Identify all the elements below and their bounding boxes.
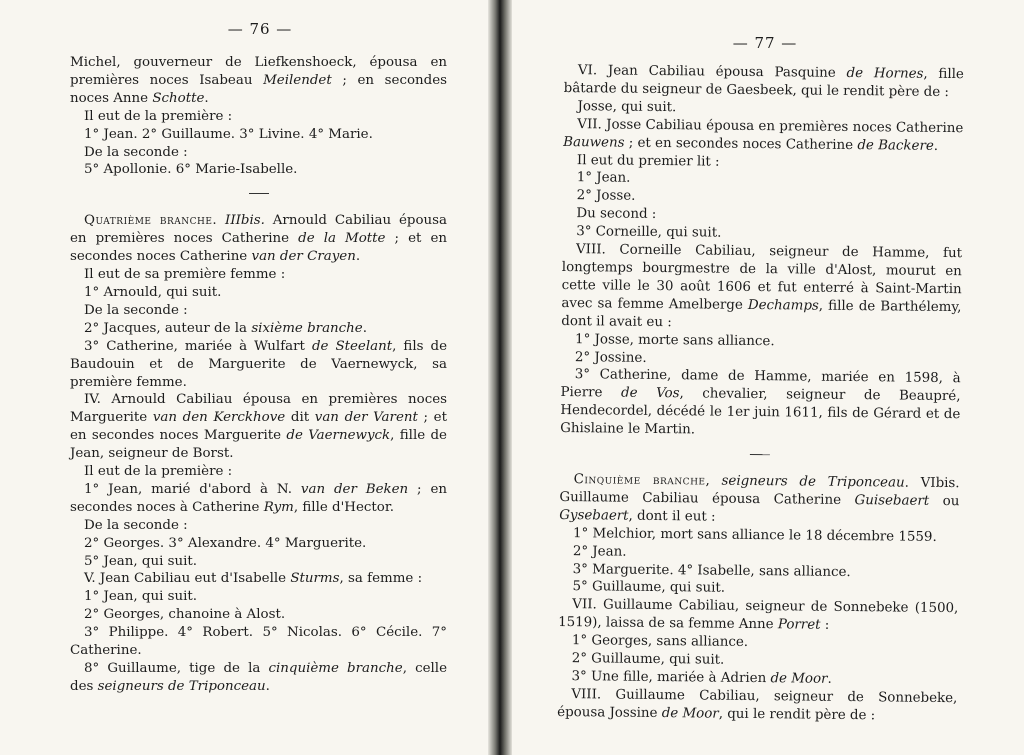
page-number-77: — 77 —	[732, 34, 798, 52]
paragraph: VI. Jean Cabiliau épousa Pasquine de Hornes, fille bâtarde du seigneur de Gaesbeek, qui le rendit père de :	[563, 63, 964, 100]
paragraph: De la seconde :	[84, 517, 188, 533]
paragraph: 2° Guillaume, qui suit.	[571, 651, 725, 668]
paragraph: 3° Une fille, mariée à Adrien de Moor.	[571, 669, 832, 687]
paragraph: Il eut de sa première femme :	[84, 267, 286, 283]
paragraph: VII. Guillaume Cabiliau, seigneur de Sonnebeke (1500, 1519), laissa de sa femme Anne Porret :	[558, 597, 959, 634]
paragraph: VIII. Guillaume Cabiliau, seigneur de Sonnebeke, épousa Jossine de Moor, qui le rendit père de :	[557, 687, 958, 724]
paragraph: VIII. Corneille Cabiliau, seigneur de Hamme, fut longtemps bourgmestre de la ville d'Alost, mourut en cette ville le 30 août 1606 et fut enterré à Saint-Martin avec sa femme Amelberge Dechamps, fille de Barthélemy, dont il avait eu :	[561, 242, 963, 330]
right-page	[510, 0, 1024, 755]
paragraph: 1° Jean, marié d'abord à N. van der Beken ; en secondes noces à Catherine Rym, fille d'Hector.	[70, 481, 447, 515]
paragraph: 1° Arnould, qui suit.	[84, 284, 222, 300]
paragraph: 1° Jean.	[576, 170, 631, 187]
paragraph: 3° Corneille, qui suit.	[576, 224, 722, 241]
paragraph: 5° Apollonie. 6° Marie-Isabelle.	[84, 162, 298, 178]
paragraph: 2° Josse.	[576, 188, 636, 205]
paragraph: VII. Josse Cabiliau épousa en premières noces Catherine Bauwens ; et en secondes noces Catherine de Backere.	[563, 116, 964, 154]
paragraph: De la seconde :	[84, 144, 188, 160]
paragraph: Du second :	[576, 206, 657, 223]
paragraph: V. Jean Cabiliau eut d'Isabelle Sturms, sa femme :	[84, 571, 423, 587]
paragraph: Quatrième branche. IIIbis. Arnould Cabiliau épousa en premières noces Catherine de la Motte ; et en secondes noces Catherine van der Crayen.	[70, 213, 447, 265]
paragraph: 2° Jean.	[572, 543, 627, 560]
paragraph: 8° Guillaume, tige de la cinquième branche, celle des seigneurs de Triponceau.	[70, 661, 447, 694]
paragraph: 1° Josse, morte sans alliance.	[575, 331, 775, 349]
paragraph: 5° Jean, qui suit.	[84, 553, 198, 569]
paragraph: Il eut du premier lit :	[576, 152, 720, 170]
paragraph: Il eut de la première :	[84, 464, 233, 480]
paragraph: 1° Melchior, mort sans alliance le 18 décembre 1559.	[572, 525, 937, 545]
left-page	[0, 0, 490, 755]
paragraph: Cinquième branche, seigneurs de Triponceau. VIbis. Guillaume Cabiliau épousa Catherine Guisebaert ou Gysebaert, dont il eut :	[559, 472, 960, 525]
paragraph: Michel, gouverneur de Liefkenshoeck, épousa en premières noces Isabeau Meilendet ; en secondes noces Anne Schotte.	[70, 55, 448, 106]
section-divider	[70, 185, 447, 203]
section-divider	[560, 444, 960, 466]
paragraph: 2° Jacques, auteur de la sixième branche.	[84, 320, 367, 336]
page-number-76: — 76 —	[227, 20, 293, 38]
paragraph: 2° Georges. 3° Alexandre. 4° Marguerite.	[84, 535, 367, 551]
paragraph: 5° Guillaume, qui suit.	[572, 579, 726, 597]
paragraph: 1° Jean, qui suit.	[84, 589, 198, 605]
paragraph: 1° Georges, sans alliance.	[571, 633, 749, 651]
paragraph: Il eut de la première :	[84, 108, 233, 124]
paragraph: De la seconde :	[84, 302, 188, 318]
paragraph: IV. Arnould Cabiliau épousa en premières noces Marguerite van den Kerckhove dit van der Varent ; et en secondes noces Marguerite de Vaernewyck, fille de Jean, seigneur de Borst.	[70, 392, 447, 462]
paragraph: 3° Catherine, mariée à Wulfart de Steelant, fils de Baudouin et de Marguerite de Vaernewyck, sa première femme.	[70, 338, 447, 390]
paragraph: 3° Marguerite. 4° Isabelle, sans alliance.	[572, 561, 851, 580]
paragraph: Josse, qui suit.	[577, 98, 677, 115]
paragraph: 2° Georges, chanoine à Alost.	[84, 607, 286, 623]
book-gutter	[488, 0, 512, 755]
right-page-text	[557, 62, 964, 726]
paragraph: 3° Philippe. 4° Robert. 5° Nicolas. 6° Cécile. 7° Catherine.	[70, 625, 447, 659]
paragraph: 1° Jean. 2° Guillaume. 3° Livine. 4° Marie.	[84, 126, 373, 142]
paragraph: 3° Catherine, dame de Hamme, mariée en 1598, à Pierre de Vos, chevalier, seigneur de Beaupré, Hendecordel, décédé le 1er juin 1611, fils de Gérard et de Ghislaine le Martin.	[560, 367, 961, 438]
left-page-text	[70, 54, 447, 696]
paragraph: 2° Jossine.	[574, 349, 647, 366]
